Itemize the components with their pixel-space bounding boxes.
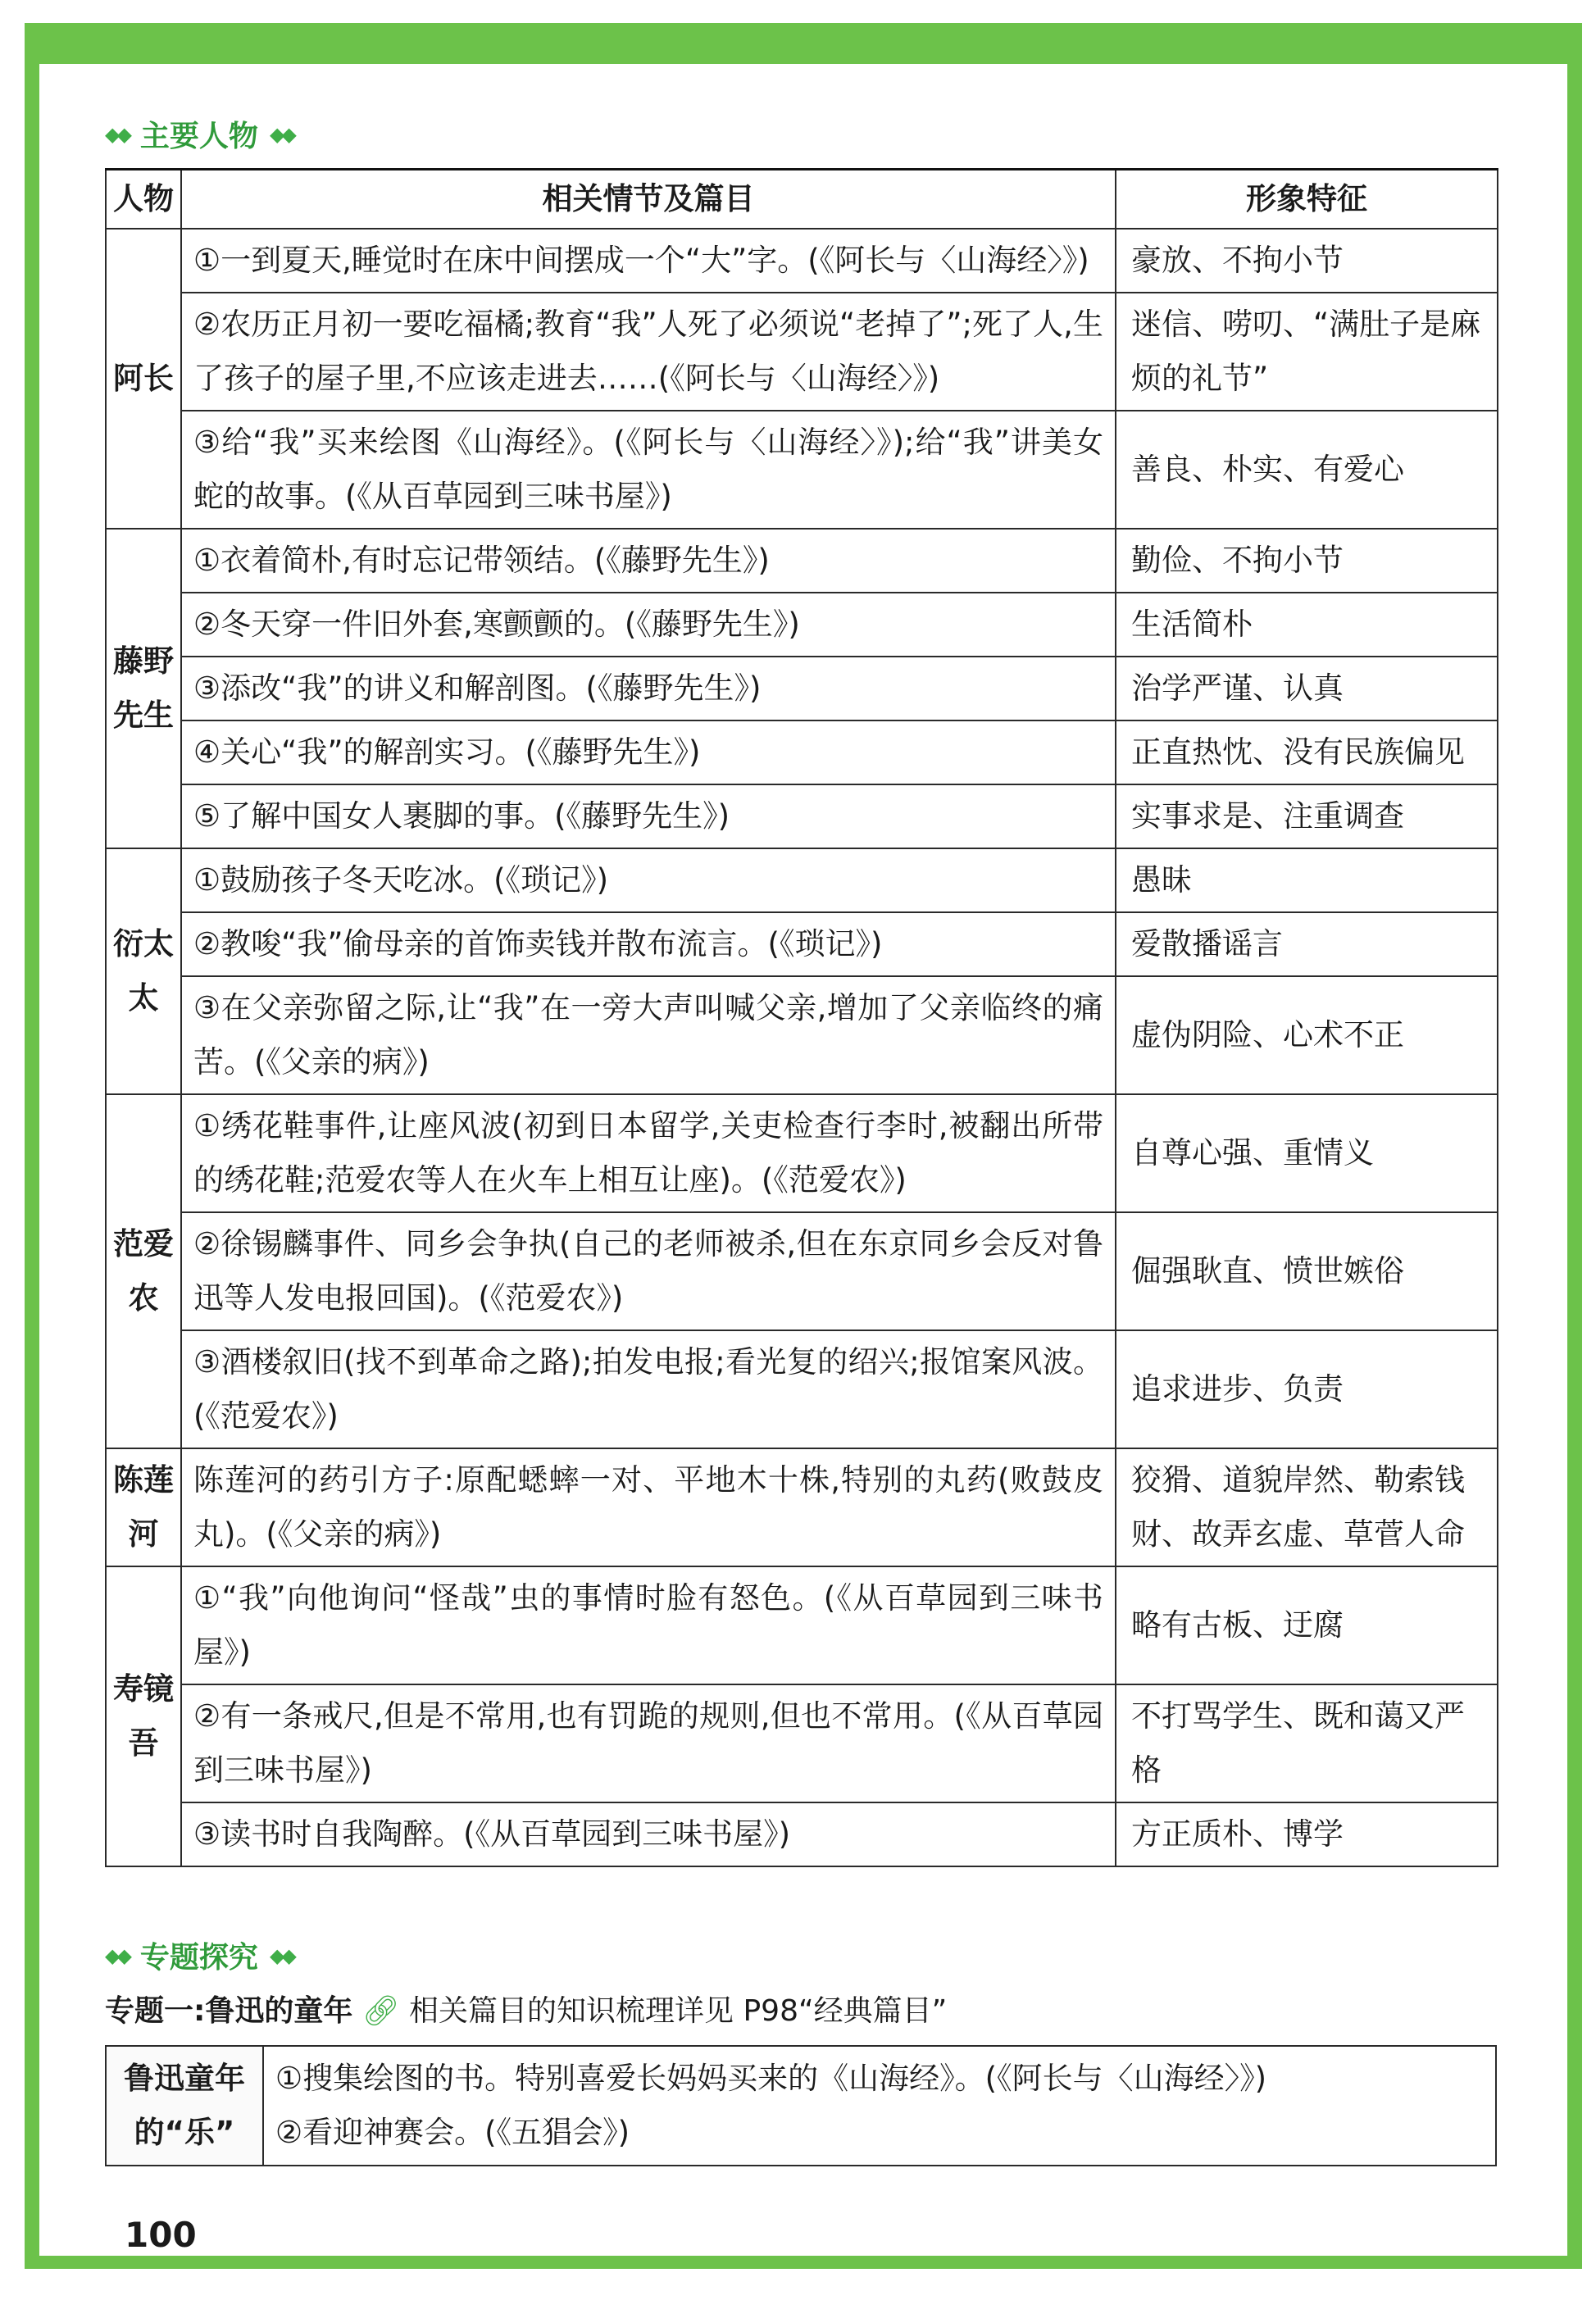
plot-cell: ①一到夏天,睡觉时在床中间摆成一个“大”字。(《阿长与〈山海经〉》): [181, 229, 1116, 293]
table-row: [106, 720, 1498, 784]
trait-cell: 狡猾、道貌岸然、勒索钱财、故弄玄虚、草菅人命: [1116, 1448, 1498, 1566]
header-plot: 相关情节及篇目: [181, 170, 1116, 230]
person-cell-yantaitai: 衍太太: [106, 848, 181, 1094]
table-row: [106, 784, 1498, 848]
table-row: [106, 1094, 1498, 1212]
paperclip-icon: 🔗︎: [361, 1994, 400, 2028]
trait-cell: 倔强耿直、愤世嫉俗: [1116, 1212, 1498, 1330]
plot-cell: ②农历正月初一要吃福橘;教育“我”人死了必须说“老掉了”;死了人,生了孩子的屋子里,不应该走进去……(《阿长与〈山海经〉》): [181, 293, 1116, 411]
plot-cell: ⑤了解中国女人裹脚的事。(《藤野先生》): [181, 784, 1116, 848]
table-row: [106, 848, 1498, 912]
trait-cell: 追求进步、负责: [1116, 1330, 1498, 1448]
trait-cell: 爱散播谣言: [1116, 912, 1498, 976]
joy-item: ①搜集绘图的书。特别喜爱长妈妈买来的《山海经》。(《阿长与〈山海经〉》): [275, 2061, 1267, 2096]
page-number: 100: [125, 2215, 197, 2255]
table-row: [106, 912, 1498, 976]
header-trait: 形象特征: [1116, 170, 1498, 230]
topic1-title: 专题一:鲁迅的童年: [105, 1994, 353, 2028]
plot-cell: ③在父亲弥留之际,让“我”在一旁大声叫喊父亲,增加了父亲临终的痛苦。(《父亲的病》): [181, 976, 1116, 1094]
trait-cell: 豪放、不拘小节: [1116, 229, 1498, 293]
table-row: [106, 593, 1498, 657]
trait-cell: 不打骂学生、既和蔼又严格: [1116, 1684, 1498, 1802]
person-cell-fujino: 藤野先生: [106, 529, 181, 848]
table-row: [106, 229, 1498, 293]
green-frame-right: [1567, 23, 1582, 2269]
table-row: [106, 293, 1498, 411]
table-row: [106, 1330, 1498, 1448]
characters-section-heading: [105, 113, 293, 155]
trait-cell: 实事求是、注重调查: [1116, 784, 1498, 848]
table-row: [106, 411, 1498, 529]
plot-cell: ③读书时自我陶醉。(《从百草园到三味书屋》): [181, 1802, 1116, 1866]
table-row: [106, 2046, 1496, 2166]
green-frame-left: [25, 23, 39, 2269]
person-cell-shoujingwu: 寿镜吾: [106, 1566, 181, 1866]
table-row: [106, 657, 1498, 720]
joy-label: 鲁迅童年的“乐”: [106, 2046, 263, 2166]
trait-cell: 勤俭、不拘小节: [1116, 529, 1498, 593]
characters-heading-text: 主要人物: [139, 120, 258, 153]
trait-cell: 方正质朴、博学: [1116, 1802, 1498, 1866]
table-header-row: [106, 170, 1498, 230]
header-person: 人物: [106, 170, 181, 230]
green-frame-top: [25, 23, 1582, 64]
plot-cell: ③给“我”买来绘图《山海经》。(《阿长与〈山海经〉》);给“我”讲美女蛇的故事。(《从百草园到三味书屋》): [181, 411, 1116, 529]
topic1-line: [105, 1988, 947, 2030]
trait-cell: 略有古板、迂腐: [1116, 1566, 1498, 1684]
table-row: [106, 1566, 1498, 1684]
plot-cell: ③酒楼叙旧(找不到革命之路);拍发电报;看光复的绍兴;报馆案风波。(《范爱农》): [181, 1330, 1116, 1448]
plot-cell: ④关心“我”的解剖实习。(《藤野先生》): [181, 720, 1116, 784]
plot-cell: ③添改“我”的讲义和解剖图。(《藤野先生》): [181, 657, 1116, 720]
table-row: [106, 976, 1498, 1094]
table-row: [106, 1448, 1498, 1566]
diamond-ornament-icon: ◆◆: [105, 122, 129, 146]
table-row: [106, 529, 1498, 593]
plot-cell: ①绣花鞋事件,让座风波(初到日本留学,关吏检查行李时,被翻出所带的绣花鞋;范爱农等人在火车上相互让座)。(《范爱农》): [181, 1094, 1116, 1212]
person-cell-fanainong: 范爱农: [106, 1094, 181, 1448]
plot-cell: ②徐锡麟事件、同乡会争执(自己的老师被杀,但在东京同乡会反对鲁迅等人发电报回国)。(《范爱农》): [181, 1212, 1116, 1330]
trait-cell: 善良、朴实、有爱心: [1116, 411, 1498, 529]
plot-cell: 陈莲河的药引方子:原配蟋蟀一对、平地木十株,特别的丸药(败鼓皮丸)。(《父亲的病》): [181, 1448, 1116, 1566]
table-row: [106, 1802, 1498, 1866]
table-row: [106, 1212, 1498, 1330]
person-cell-achang: 阿长: [106, 229, 181, 529]
plot-cell: ①鼓励孩子冬天吃冰。(《琐记》): [181, 848, 1116, 912]
trait-cell: 虚伪阴险、心术不正: [1116, 976, 1498, 1094]
joy-item: ②看迎神赛会。(《五猖会》): [275, 2115, 630, 2150]
trait-cell: 治学严谨、认真: [1116, 657, 1498, 720]
topic-section-heading: [105, 1934, 293, 1976]
green-frame-bottom: [25, 2256, 1582, 2269]
plot-cell: ①衣着简朴,有时忘记带领结。(《藤野先生》): [181, 529, 1116, 593]
plot-cell: ②有一条戒尺,但是不常用,也有罚跪的规则,但也不常用。(《从百草园到三味书屋》): [181, 1684, 1116, 1802]
diamond-ornament-icon: ◆◆: [269, 1943, 293, 1967]
topic1-note: 相关篇目的知识梳理详见 P98“经典篇目”: [409, 1994, 948, 2028]
plot-cell: ①“我”向他询问“怪哉”虫的事情时脸有怒色。(《从百草园到三味书屋》): [181, 1566, 1116, 1684]
plot-cell: ②教唆“我”偷母亲的首饰卖钱并散布流言。(《琐记》): [181, 912, 1116, 976]
trait-cell: 愚昧: [1116, 848, 1498, 912]
trait-cell: 自尊心强、重情义: [1116, 1094, 1498, 1212]
characters-table: [105, 168, 1498, 1867]
person-cell-chenlianhe: 陈莲河: [106, 1448, 181, 1566]
trait-cell: 迷信、唠叨、“满肚子是麻烦的礼节”: [1116, 293, 1498, 411]
plot-cell: ②冬天穿一件旧外套,寒颤颤的。(《藤野先生》): [181, 593, 1116, 657]
topic-heading-text: 专题探究: [139, 1941, 258, 1975]
diamond-ornament-icon: ◆◆: [269, 122, 293, 146]
joy-items: [263, 2046, 1496, 2166]
diamond-ornament-icon: ◆◆: [105, 1943, 129, 1967]
trait-cell: 正直热忱、没有民族偏见: [1116, 720, 1498, 784]
table-row: [106, 1684, 1498, 1802]
trait-cell: 生活简朴: [1116, 593, 1498, 657]
childhood-joy-table: [105, 2045, 1497, 2166]
